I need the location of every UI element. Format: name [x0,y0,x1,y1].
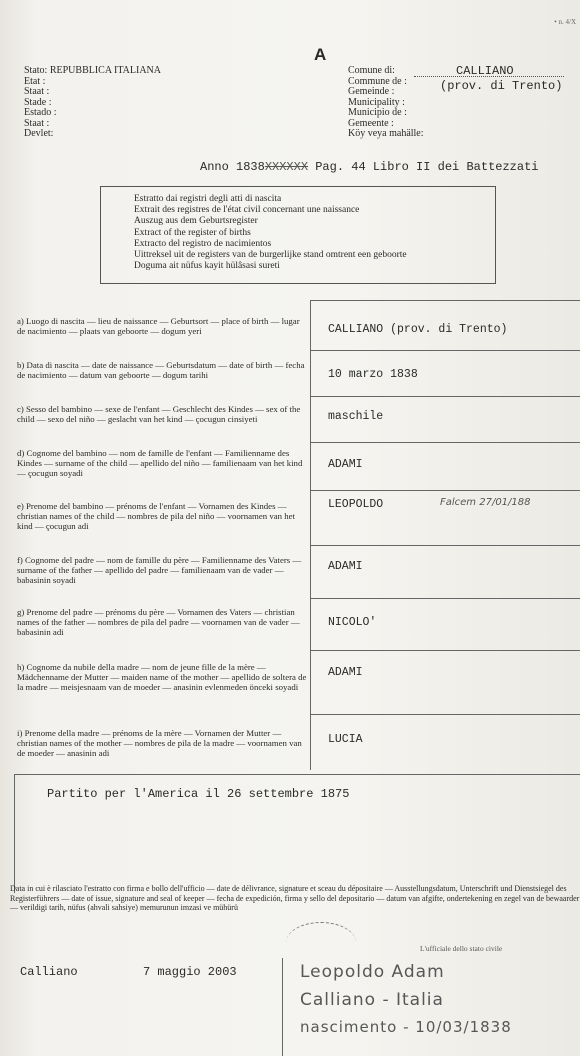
state-line: Stade : [24,96,52,108]
field-rule [310,396,580,397]
extract-line: Extracto del registro de nacimientos [134,238,272,249]
record-struck: XXXXXX [264,160,309,174]
field-label-child-name: e) Prenome del bambino — prénoms de l'enfant — Vornamen des Kindes — christian names of the child — nombres de pila del niño — voornamen van het kind — çocugun adi [17,501,296,531]
corner-mark: • n. 4/X [554,18,576,26]
field-rule [310,442,580,443]
field-label-mother-maiden: h) Cognome da nubile della madre — nom de jeune fille de la mère — Mädchenname der Mutter — maiden name of the mother — apellido de soltera de la madre — meisjesnaam van de moeder — anasinin evlenmeden önceki soyadi [17,662,307,692]
field-value-birthplace: CALLIANO (prov. di Trento) [328,323,508,336]
handwritten-line: Calliano - Italia [300,990,444,1010]
issue-date: 7 maggio 2003 [143,965,237,979]
field-rule [310,598,580,599]
field-value-mother-maiden: ADAMI [328,666,363,679]
extract-title-box [100,186,496,284]
commune-line: Commune de : [348,75,407,87]
field-value-child-surname: ADAMI [328,458,363,471]
record-rest: Pag. 44 Libro II dei Battezzati [315,160,539,174]
official-title: L'ufficiale dello stato civile [420,944,503,953]
field-rule [310,650,580,651]
field-label-mother-name: i) Prenome della madre — prénoms de la mère — Vornamen der Mutter — christian names of the mother — nombres de pila de la madre — voornamen van de moeder — anasinin adi [17,728,302,758]
handwritten-line: nascimento - 10/03/1838 [300,1018,512,1036]
state-line: Etat : [24,75,46,87]
state-line: Staat : [24,86,50,97]
stamp-arc [286,922,356,963]
field-value-mother-name: LUCIA [328,733,363,746]
state-line: Staat : [24,117,50,129]
field-rule [310,490,580,491]
field-label-father-name: g) Prenome del padre — prénoms du père — Vornamen des Vaters — christian names of the father — nombres de pila del padre — voornamen van de vader — babasinin adi [17,607,300,637]
form-letter: A [314,45,327,64]
commune-line: Gemeinde : [348,86,395,97]
fields-vertical-rule [310,300,311,770]
commune-line: Comune di: [348,65,395,76]
extract-line: Extrait des registres de l'état civil concernant une naissance [134,205,360,216]
state-line: Stato: REPUBBLICA ITALIANA [24,65,161,76]
state-line: Estado : [24,107,57,118]
commune-line: Köy veya mahälle: [348,128,424,139]
field-label-child-surname: d) Cognome del bambino — nom de famille de l'enfant — Familienname des Kindes — surname of the child — apellido del niño — familienaam van het kind — çocugun soyadi [17,448,303,478]
commune-line: Municipality : [348,96,405,108]
extract-line: Uittreksel uit de registers van de burgerlijke stand omtrent een geboorte [134,250,407,261]
extract-line: Extract of the register of births [134,227,251,238]
record-year: Anno 1838 [200,160,265,174]
state-block [24,66,194,140]
field-label-birthdate: b) Data di nascita — date de naissance — Geburtsdatum — date of birth — fecha de nacimiento — datum van geboorte — dogum tarihi [17,360,305,380]
field-value-father-surname: ADAMI [328,560,363,573]
notes-text: Partito per l'America il 26 settembre 1875 [47,787,350,801]
extract-line: Auszug aus dem Geburtsregister [134,216,258,227]
field-value-birthdate: 10 marzo 1838 [328,368,418,381]
extract-line: Estratto dai registri degli atti di nascita [134,194,282,204]
commune-line: Gemeente : [348,117,394,129]
extract-line: Doguma ait nüfus kayit hülâsasi sureti [134,261,280,272]
commune-line: Municipio de : [348,107,407,118]
field-rule [310,350,580,351]
commune-value: CALLIANO [456,64,514,78]
field-label-sex: c) Sesso del bambino — sexe de l'enfant — Geschlecht des Kindes — sex of the child — sexo del niño — geslacht van het kind — çocugun cinsiyeti [17,404,301,424]
field-label-birthplace: a) Luogo di nascita — lieu de naissance — Geburtsort — place of birth — lugar de nacimiento — plaats van geboorte — dogum yeri [17,316,300,336]
field-rule [310,545,580,546]
state-line: Devlet: [24,128,54,139]
field-value-father-name: NICOLO' [328,616,377,629]
field-value-child-name: LEOPOLDO [328,498,384,511]
issue-date-instructions: Data in cui è rilasciato l'estratto con firma e bollo dell'ufficio — date de délivrance, signature et sceau du dépositaire — Ausstellungsdatum, Unterschrift und Dienstsiegel des Registerführers — date of issue, signature and seal of keeper — fecha de expedición, firma y sello del depositario — datum van afgifte, ondertekening en zegel van de bewaarder — verildigi tarih, nüfus (ahvali sahsiye) memurunun imzasi ve mühürü [10,884,580,912]
field-rule [310,714,580,715]
issue-place: Calliano [20,965,78,979]
field-value-sex: maschile [328,410,384,423]
record-line [200,160,538,174]
field-label-father-surname: f) Cognome del padre — nom de famille du père — Familienname des Vaters — surname of the father — apellido del padre — familienaam van de vader — babasinin soyadi [17,555,302,585]
margin-handwritten-note: Falcem 27/01/188 [440,497,531,508]
handwritten-line: Leopoldo Adam [300,962,445,982]
field-rule [310,300,580,301]
commune-province: (prov. di Trento) [440,79,563,93]
